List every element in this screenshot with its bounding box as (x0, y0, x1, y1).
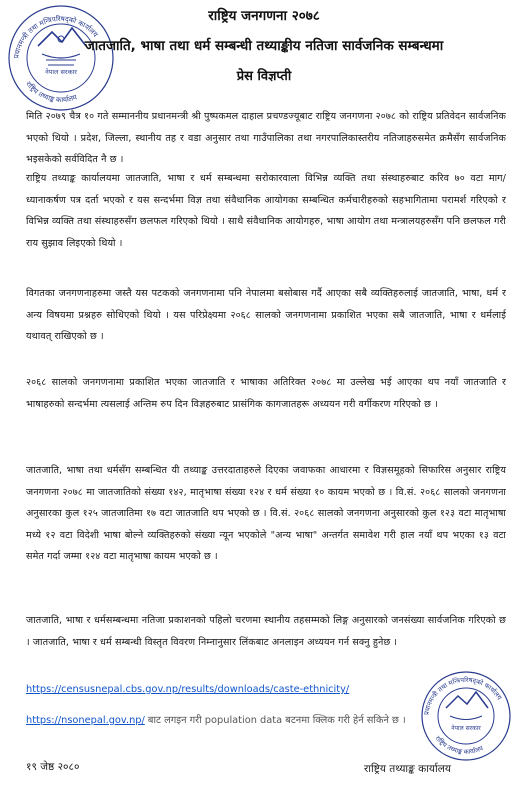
paragraph-1: मिति २०७९ चैत्र १० गते सम्माननीय प्रधानमन्त्री श्री पुष्पकमल दाहाल प्रचण्डज्यूबाट राष्ट्रिय जनगणना २०७८ को राष्ट्रिय प्रतिवेदन सार्वजनिक भएको थियो । प्रदेश, जिल्ला, स्थानीय तह र वडा अनुसार तथा गाउँपालिका तथा नगरपालिकास्तरीय नतिजाहरुसमेत क्रमैसँग सार्वजनिक भइसकेको सर्वविदित नै छ । (26, 111, 506, 165)
stamp-office-text: राष्ट्रिय तथ्याङ्क कार्यालय (433, 734, 485, 756)
seal-ring-text: प्रधानमन्त्री तथा मन्त्रिपरिषद्को कार्यालय (12, 14, 100, 59)
nso-portal-link[interactable]: https://nsonepal.gov.np/ (26, 715, 145, 726)
document-type: प्रेस विज्ञप्ती (236, 69, 292, 84)
nso-link-instructions: बाट लगइन गरी population data बटनमा क्लिक गरी हेर्न सकिने छ । (144, 715, 406, 726)
paragraph-5: जातजाति, भाषा तथा धर्मसँग सम्बन्धित यी तथ्याङ्क उत्तरदाताहरुले दिएका जवाफका आधारमा र विज्ञसमूहको सिफारिस अनुसार राष्ट्रिय जनगणना २०७८ मा जातजातिको संख्या १४२, मातृभाषा संख्या १२४ र धर्म संख्या १० कायम भएको छ । वि.सं. २०६८ सालको जनगणना अनुसारका कुल १२५ जातजातिमा १७ वटा जातजाति थप भएको छ । वि.सं. २०६८ सालको जनगणना अनुसारको कुल १२३ वटा मातृभाषा मध्ये १२ वटा विदेशी भाषा बोल्ने व्यक्तिहरुको संख्या न्यून भएकोले "अन्य भाषा" अन्तर्गत समावेश गरी हाल नयाँ थप भएका १३ वटा समेत गर्दा जम्मा १२४ वटा मातृभाषा कायम भएको छ । (26, 465, 506, 562)
seal-office-text: राष्ट्रिय तथ्याङ्क कार्यालय (24, 79, 79, 105)
seal-emblem-text: नेपाल सरकार (45, 68, 77, 76)
page-title: राष्ट्रिय जनगणना २०७८ (208, 8, 320, 24)
stamp-ring-text: प्रधानमन्त्री तथा मन्त्रिपरिषद्को कार्यालय (422, 675, 504, 716)
nso-link-row (26, 713, 426, 726)
paragraph-3: विगतका जनगणनाहरुमा जस्तै यस पटकको जनगणनामा पनि नेपालमा बसोबास गर्दै आएका सबै व्यक्तिहरुलाई जातजाति, भाषा, धर्म र अन्य विषयमा प्रश्नहरु सोधिएको थियो । यस परिप्रेक्ष्यमा २०६८ सालको जनगणनामा प्रकाशित भएका सबै जातजाति, भाषा र धर्मलाई यथावत् राखिएको छ । (26, 288, 506, 342)
stamp-emblem-text: नेपाल सरकार (451, 725, 481, 732)
page-subtitle: जातजाति, भाषा तथा धर्म सम्बन्धी तथ्याङ्कीय नतिजा सार्वजनिक सम्बन्धमा (84, 38, 444, 54)
issuing-office: राष्ट्रिय तथ्याङ्क कार्यालय (364, 763, 451, 775)
paragraph-6: जातजाति, भाषा र धर्मसम्बन्धमा नतिजा प्रकाशनको पहिलो चरणमा स्थानीय तहसम्मको लिङ्ग अनुसारको जनसंख्या सार्वजनिक गरिएको छ । जातजाति, भाषा र धर्म सम्बन्धी विस्तृत विवरण निम्नानुसार लिंकबाट अनलाइन अध्ययन गर्न सक्नु हुनेछ । (26, 615, 506, 648)
caste-ethnicity-link-row (26, 684, 349, 695)
caste-ethnicity-link[interactable]: https://censusnepal.cbs.gov.np/results/downloads/caste-ethnicity/ (26, 684, 350, 695)
paragraph-4: २०६८ सालको जनगणनामा प्रकाशित भएका जातजाति र भाषाका अतिरिक्त २०७८ मा उल्लेख भई आएका थप नयाँ जातजाति र भाषाहरुको सन्दर्भमा त्यसलाई अन्तिम रुप दिन विज्ञहरुबाट प्रासंगिक कागजातहरू अध्ययन गरी वर्गीकरण गरिएको छ । (26, 377, 506, 410)
release-date: १९ जेष्ठ २०८० (26, 761, 80, 773)
office-stamp-seal (404, 668, 522, 764)
paragraph-2: राष्ट्रिय तथ्याङ्क कार्यालयमा जातजाति, भाषा र धर्म सम्बन्धमा सरोकारवाला विभिन्न व्यक्ति तथा संस्थाहरुबाट करिव ७० वटा माग/ध्यानाकर्षण पत्र दर्ता भएको र यस सन्दर्भमा विज्ञ तथा संवैधानिक आयोगका सम्बन्धित कर्मचारीहरुको सहभागितामा परामर्श गरिएको र विभिन्न व्यक्ति तथा संस्थाहरुसँग छलफल गरिएको थियो । साथै संवैधानिक आयोगहरु, भाषा आयोग तथा मन्त्रालयहरुसँग पनि छलफल गरी राय सुझाव लिइएको थियो । (26, 173, 506, 249)
